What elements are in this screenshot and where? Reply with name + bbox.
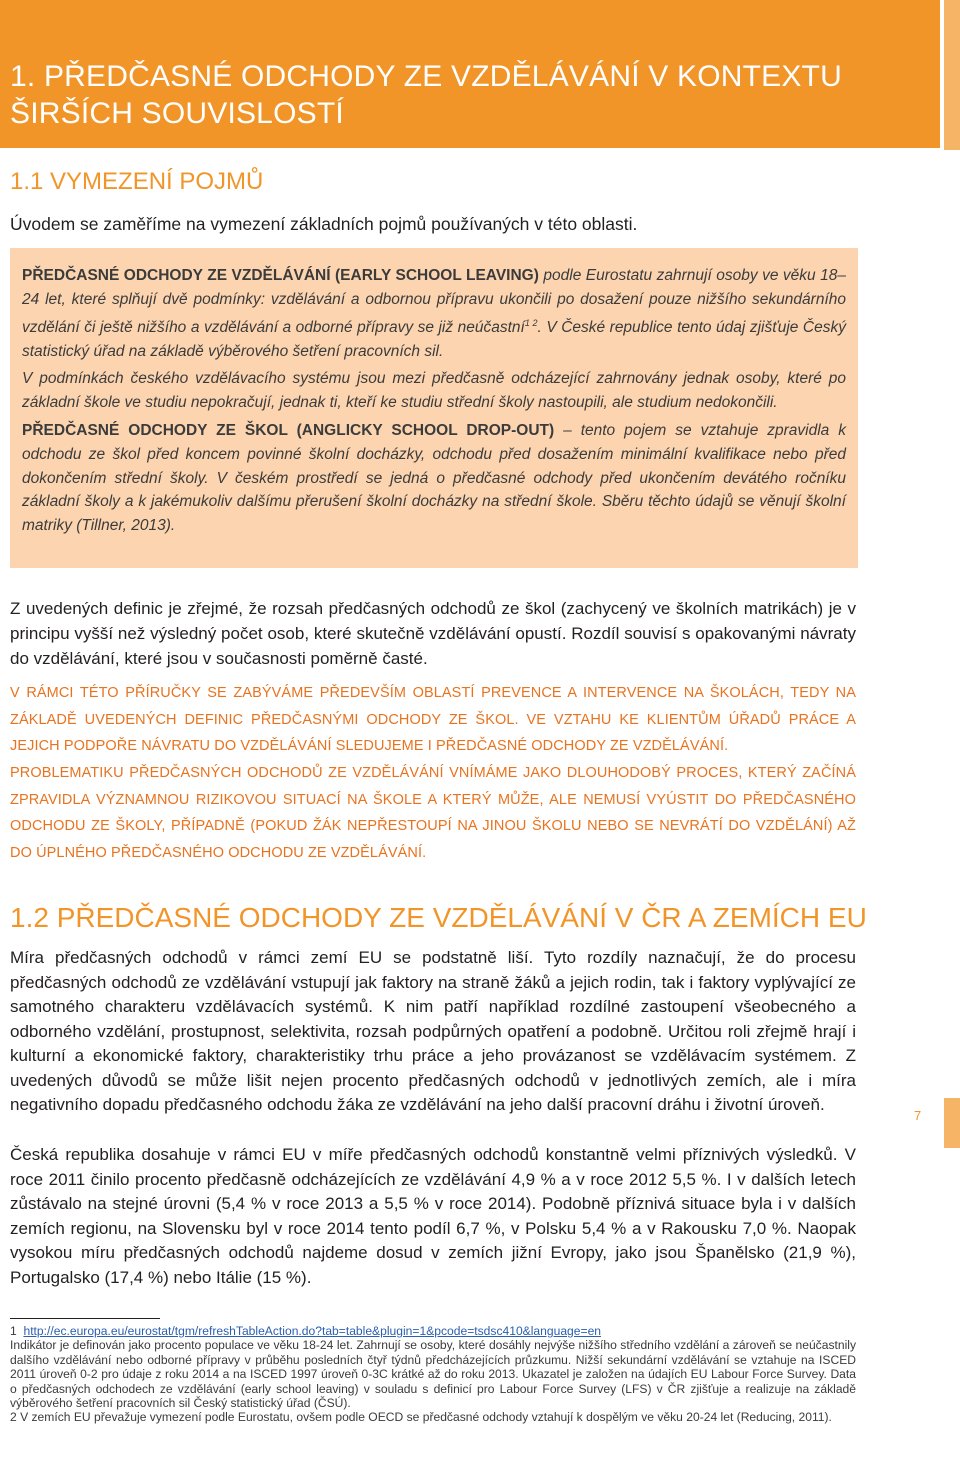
- term-school-drop-out: PŘEDČASNÉ ODCHODY ZE ŠKOL (ANGLICKY SCHOOL DROP-OUT): [22, 421, 555, 439]
- section-intro: Úvodem se zaměříme na vymezení základních pojmů používaných v této oblasti.: [10, 214, 638, 234]
- footnote-divider: [10, 1318, 160, 1319]
- chapter-title: 1. PŘEDČASNÉ ODCHODY ZE VZDĚLÁVÁNÍ V KONTEXTU ŠIRŠÍCH SOUVISLOSTÍ: [10, 60, 842, 130]
- definition-czech-context: V podmínkách českého vzdělávacího systému jsou mezi předčasně odcházející zahrnovány jednak osoby, které po základní škole ve studiu nepokračují, jednak ti, kteří ke studiu střední školy nastoupili, ale studium nedokončili.: [22, 370, 846, 412]
- footnote-1-text: Indikátor je definován jako procento populace ve věku 18-24 let. Zahrnují se osoby, které dosáhly nejvýše nižšího středního vzdělání a zároveň se neúčastnily dalšího vzdělávání nebo odborné přípravy v průběhu posledních čtyř týdnů předcházejících průzkumu. Nižší sekundární vzdělávání se vztahuje na ISCED 2011 úroveň 0-2 pro údaje z roku 2014 a na ISCED 1997 úroveň 0-3C krátké až do roku 2013. Ukazatel je založen na údajích EU Labour Force Survey. Data o předčasných odchodech ze vzdělávání (early school leaving) v souladu s definicí pro Labour Force Survey (LFS) v ČR zjišťuje a realizuje na základě výběrového šetření pracovních sil Český statistický úřad (ČSÚ).: [10, 1338, 856, 1411]
- body-paragraph-1: Z uvedených definic je zřejmé, že rozsah předčasných odchodů ze škol (zachycený ve školních matrikách) je v principu vyšší než výsledný počet osob, které skutečně vzdělávání opustí. Rozdíl souvisí s opakovanými návraty do vzdělávání, které jsou v současnosti poměrně časté.: [10, 599, 856, 668]
- page-number: 7: [914, 1108, 922, 1123]
- highlight-paragraph-2: PROBLEMATIKU PŘEDČASNÝCH ODCHODŮ ZE VZDĚLÁVÁNÍ VNÍMÁME JAKO DLOUHODOBÝ PROCES, KTERÝ ZAČÍNÁ ZPRAVIDLA VÝZNAMNOU RIZIKOVOU SITUACÍ NA ŠKOLE A KTERÝ MŮŽE, ALE NEMUSÍ VYÚSTIT DO PŘEDČASNÉHO ODCHODU ZE ŠKOLY, PŘÍPADNĚ (POKUD ŽÁK NEPŘESTOUPÍ NA JINOU ŠKOLU NEBO SE NEVRÁTÍ DO VZDĚLÁNÍ) AŽ DO ÚPLNÉHO PŘEDČASNÉHO ODCHODU ZE VZDĚLÁVÁNÍ.: [10, 765, 856, 861]
- footnote-ref: 1 2: [524, 317, 538, 328]
- footnote-1-number: 1: [10, 1324, 17, 1338]
- chapter-header: [0, 0, 940, 148]
- footnotes: [10, 1324, 856, 1425]
- definition-text: podle Eurostatu zahrnují osoby ve věku 18–24 let, které splňují dvě podmínky: vzdělávání a odbornou přípravu ukončili po dosažení pouze nižšího sekundárního vzdělání či ještě nižšího a vzdělávání a odborné přípravy se již neúčastní: [22, 267, 846, 336]
- section-1-2-paragraph-2: Česká republika dosahuje v rámci EU v míře předčasných odchodů konstantně velmi příznivých výsledků. V roce 2011 činilo procento předčasně odcházejících ze vzdělávání 4,9 % a v roce 2012 5,5 %. I v dalších letech zůstávalo na stejné úrovni (5,4 % v roce 2013 a 5,5 % v roce 2014). Podobně příznivá situace byla i v dalších zemích regionu, na Slovensku byl v roce 2014 tento podíl 6,7 %, v Polsku 5,4 % a v Rakousku 7,0 %. Naopak vysokou míru předčasných odchodů najdeme dosud v zemích jižní Evropy, jako jsou Španělsko (21,9 %), Portugalsko (17,4 %) nebo Itálie (15 %).: [10, 1145, 856, 1287]
- footnote-1-link[interactable]: http://ec.europa.eu/eurostat/tgm/refreshTableAction.do?tab=table&plugin=1&pcode=tsdsc410&language=en: [23, 1324, 602, 1338]
- definition-dropout: [22, 419, 846, 538]
- highlight-paragraph-1: V RÁMCI TÉTO PŘÍRUČKY SE ZABÝVÁME PŘEDEVŠÍM OBLASTÍ PREVENCE A INTERVENCE NA ŠKOLÁCH, TEDY NA ZÁKLADĚ UVEDENÝCH DEFINIC PŘEDČASNÝMI ODCHODY ZE ŠKOL. VE VZTAHU KE KLIENTŮM ÚŘADŮ PRÁCE A JEJICH PODPOŘE NÁVRATU DO VZDĚLÁVÁNÍ SLEDUJEME I PŘEDČASNÉ ODCHODY ZE VZDĚLÁVÁNÍ.: [10, 685, 856, 754]
- footnote-1: [10, 1324, 856, 1338]
- side-accent-stripe: [944, 0, 960, 150]
- definition-text-cont: . V České republice tento údaj zjišťuje Český statistický úřad na základě výběrového šetření pracovních sil.: [22, 318, 846, 360]
- definition-early-leaving: [22, 264, 846, 363]
- footnote-2: 2 V zemích EU převažuje vymezení podle Eurostatu, ovšem podle OECD se předčasné odchody vztahují k dospělým ve věku 20-24 let (Reducing, 2011).: [10, 1410, 832, 1425]
- section-title-1-1: 1.1 VYMEZENÍ POJMŮ: [10, 168, 264, 195]
- section-title-1-2: 1.2 PŘEDČASNÉ ODCHODY ZE VZDĚLÁVÁNÍ V ČR A ZEMÍCH EU: [10, 902, 867, 933]
- definition-dropout-text: – tento pojem se vztahuje zpravidla k odchodu ze škol před koncem povinné školní docházky, odchodu před dosažením minimální kvalifikace nebo před dokončením střední školy. V českém prostředí se jedná o předčasné odchody před ukončením devátého ročníku základní školy a k jakémukoliv dalšímu přerušení školní docházky na střední škole. Sběru těchto údajů se věnují školní matriky (Tillner, 2013).: [22, 421, 846, 535]
- term-early-school-leaving: PŘEDČASNÉ ODCHODY ZE VZDĚLÁVÁNÍ (EARLY SCHOOL LEAVING): [22, 267, 539, 284]
- definitions-box: [10, 248, 858, 568]
- page-number-stripe: [944, 1098, 960, 1148]
- section-1-2-paragraph-1: Míra předčasných odchodů v rámci zemí EU se podstatně liší. Tyto rozdíly naznačují, že do procesu předčasných odchodů ze vzdělávání vstupují jak faktory na straně žáků a jejich rodin, tak i faktory vyplývající ze samotného charakteru vzdělávacích systémů. K nim patří například rozdílné zastoupení všeobecného a odborného vzdělání, prostupnost, selektivita, rozsah podpůrných opatření a podobně. Určitou roli zřejmě hrají i kulturní a ekonomické faktory, charakteristiky trhu práce a jeho provázanost se vzdělávacím systémem. Z uvedených důvodů se může lišit nejen procento předčasných odchodů v jednotlivých zemích, ale i míra negativního dopadu předčasného odchodu žáka ze vzdělávání na jeho další pracovní dráhu i životní úroveň.: [10, 948, 856, 1114]
